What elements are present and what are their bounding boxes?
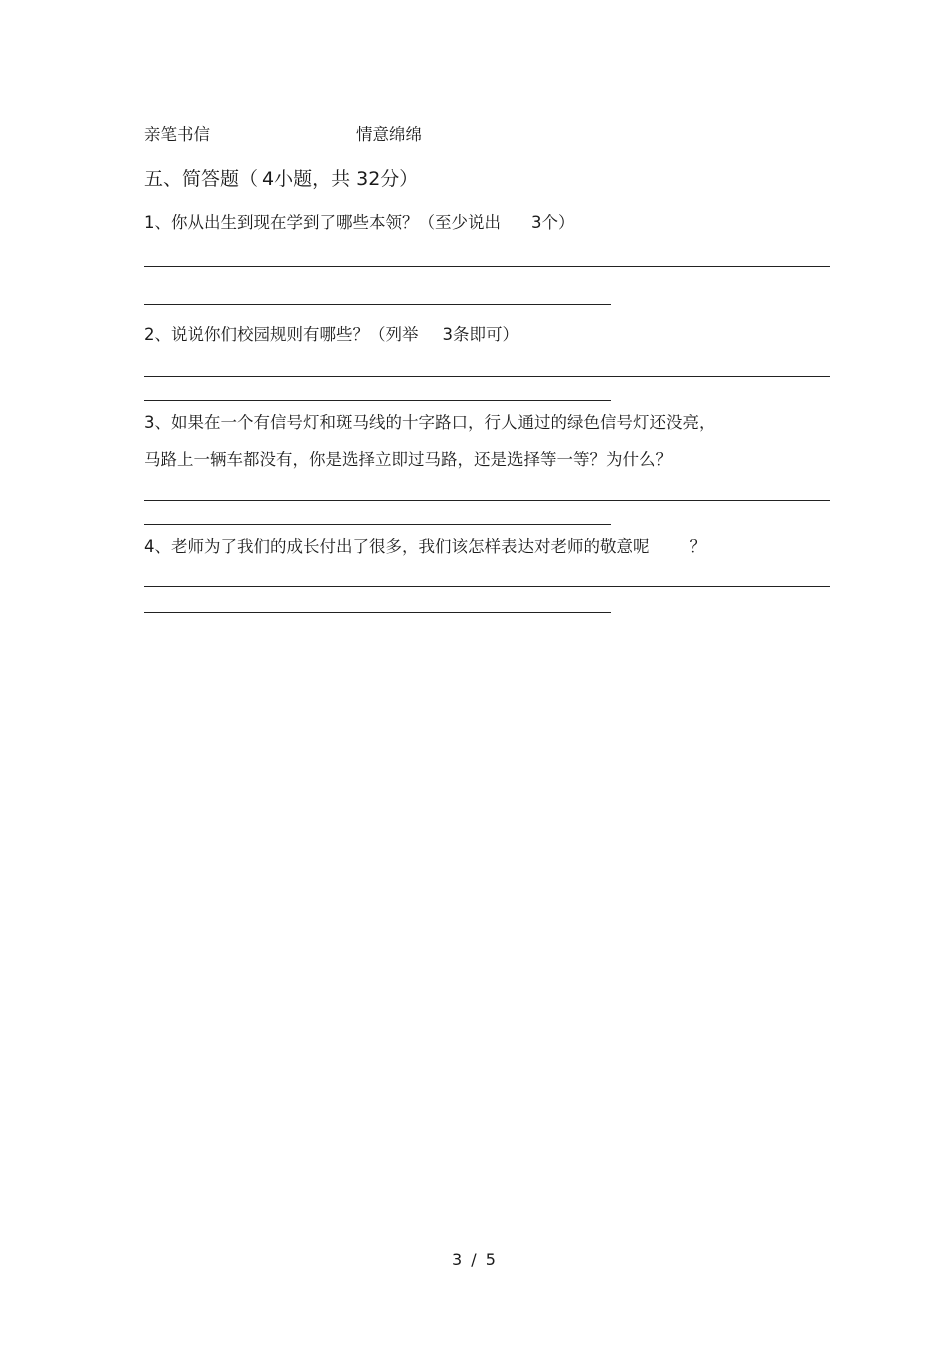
pair-right-text: 情意绵绵 [356, 125, 422, 144]
answer-line[interactable] [144, 612, 611, 613]
answer-line[interactable] [144, 500, 830, 501]
question-1 [144, 213, 575, 233]
question-4-text: 4、老师为了我们的成长付出了很多，我们该怎样表达对老师的敬意呢 [144, 537, 650, 556]
answer-line[interactable] [144, 376, 830, 377]
section-title-score: 32分） [356, 168, 419, 190]
page-number: 3 / 5 [452, 1250, 498, 1269]
question-3-line-2: 马路上一辆车都没有，你是选择立即过马路，还是选择等一等？为什么？ [144, 450, 672, 469]
pair-left-text: 亲笔书信 [144, 125, 210, 144]
answer-line[interactable] [144, 586, 830, 587]
question-3-line-1: 3、如果在一个有信号灯和斑马线的十字路口，行人通过的绿色信号灯还没亮， [144, 413, 716, 432]
section-title [144, 167, 418, 191]
section-title-count: 4小题，共 [262, 168, 351, 190]
answer-line[interactable] [144, 400, 611, 401]
question-4 [144, 537, 706, 557]
answer-line[interactable] [144, 304, 611, 305]
section-title-prefix: 五、简答题（ [144, 168, 259, 190]
question-2-count: 3条即可） [442, 325, 519, 344]
answer-line[interactable] [144, 524, 611, 525]
answer-line[interactable] [144, 266, 830, 267]
question-4-mark: ？ [689, 537, 706, 556]
question-2-text: 2、说说你们校园规则有哪些？（列举 [144, 325, 419, 344]
question-1-count: 3个） [531, 213, 575, 232]
question-1-text: 1、你从出生到现在学到了哪些本领？（至少说出 [144, 213, 501, 232]
question-2 [144, 325, 519, 345]
